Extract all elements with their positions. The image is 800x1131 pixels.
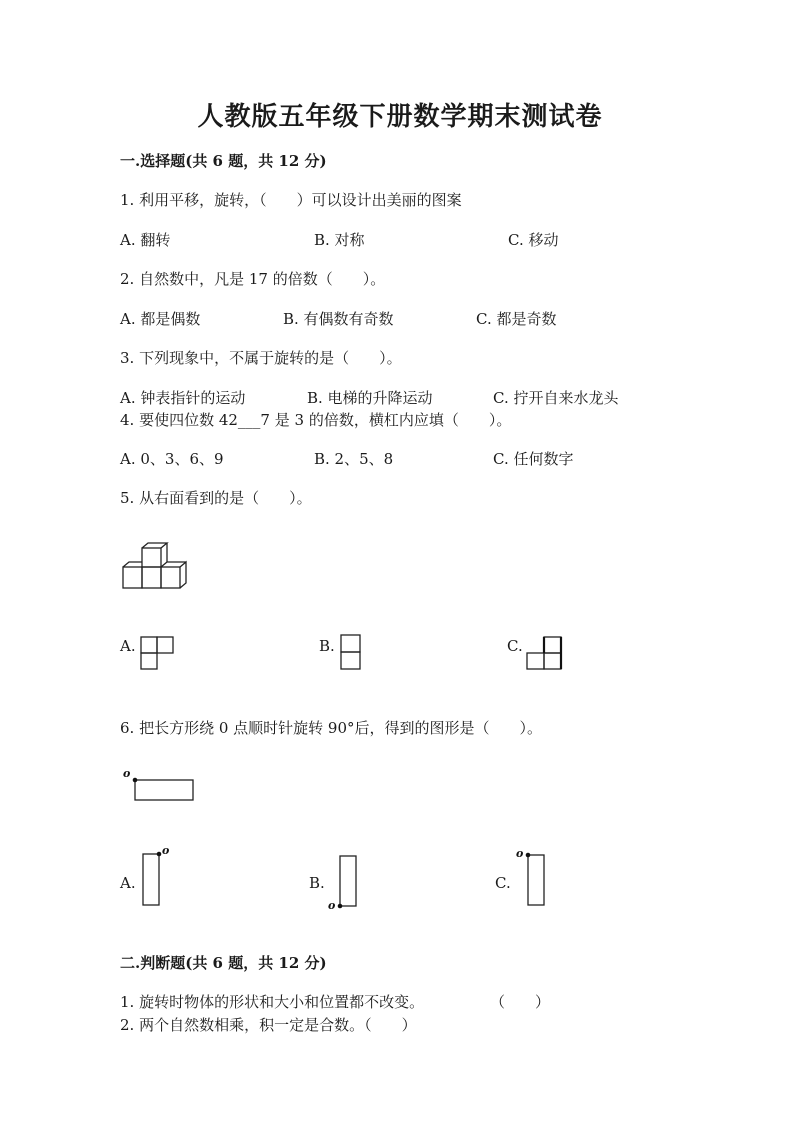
q2-option-c[interactable]: C. 都是奇数: [476, 310, 557, 328]
question-5: 5. 从右面看到的是（ ）。: [120, 489, 312, 507]
judge-question-1: 1. 旋转时物体的形状和大小和位置都不改变。: [120, 993, 425, 1011]
judge-question-2: 2. 两个自然数相乘，积一定是合数。（ ）: [120, 1016, 417, 1034]
q5-option-b-figure: [340, 634, 362, 672]
q6-option-a-point-label: o: [162, 844, 170, 857]
question-4: 4. 要使四位数 42___7 是 3 的倍数，横杠内应填（ ）。: [120, 411, 512, 429]
q6-option-c[interactable]: C.: [495, 874, 511, 892]
q1-option-a[interactable]: A. 翻转: [120, 231, 171, 249]
judge-question-1-bracket[interactable]: （ ）: [490, 993, 551, 1011]
q6-option-a-figure: [140, 843, 174, 909]
q1-option-c[interactable]: C. 移动: [508, 231, 559, 249]
section-heading-choice: 一.选择题(共 6 题，共 12 分): [120, 152, 327, 170]
q6-point-label: o: [123, 767, 131, 780]
question-3: 3. 下列现象中，不属于旋转的是（ ）。: [120, 349, 402, 367]
q6-rotation-point: [133, 778, 138, 783]
q5-option-a[interactable]: A.: [120, 637, 136, 655]
q6-option-a[interactable]: A.: [120, 874, 136, 892]
section-heading-judgement: 二.判断题(共 6 题，共 12 分): [120, 954, 327, 972]
q6-option-b-figure: [326, 852, 360, 910]
q6-option-c-figure: [514, 845, 548, 909]
q5-option-a-figure: [140, 636, 176, 672]
q3-option-a[interactable]: A. 钟表指针的运动: [120, 389, 246, 407]
question-6: 6. 把长方形绕 0 点顺时针旋转 90°后，得到的图形是（ ）。: [120, 719, 543, 737]
q2-option-a[interactable]: A. 都是偶数: [120, 310, 201, 328]
q4-option-c[interactable]: C. 任何数字: [493, 450, 574, 468]
page-title: 人教版五年级下册数学期末测试卷: [197, 102, 603, 132]
q5-cube-figure: [120, 540, 190, 592]
q4-option-b[interactable]: B. 2、5、8: [314, 450, 394, 468]
q4-option-a[interactable]: A. 0、3、6、9: [120, 450, 224, 468]
q5-option-c-figure: [525, 636, 565, 672]
q6-option-b[interactable]: B.: [309, 874, 325, 892]
q5-option-b[interactable]: B.: [319, 637, 335, 655]
question-1: 1. 利用平移，旋转，（ ）可以设计出美丽的图案: [120, 191, 462, 209]
q5-option-c[interactable]: C.: [507, 637, 523, 655]
q6-rectangle-figure: [120, 766, 200, 804]
q6-option-b-point-label: o: [328, 899, 336, 912]
q3-option-b[interactable]: B. 电梯的升降运动: [307, 389, 433, 407]
q6-option-c-point-label: o: [516, 847, 524, 860]
q3-option-c[interactable]: C. 拧开自来水龙头: [493, 389, 619, 407]
q2-option-b[interactable]: B. 有偶数有奇数: [283, 310, 394, 328]
question-2: 2. 自然数中，凡是 17 的倍数（ ）。: [120, 270, 386, 288]
q1-option-b[interactable]: B. 对称: [314, 231, 365, 249]
